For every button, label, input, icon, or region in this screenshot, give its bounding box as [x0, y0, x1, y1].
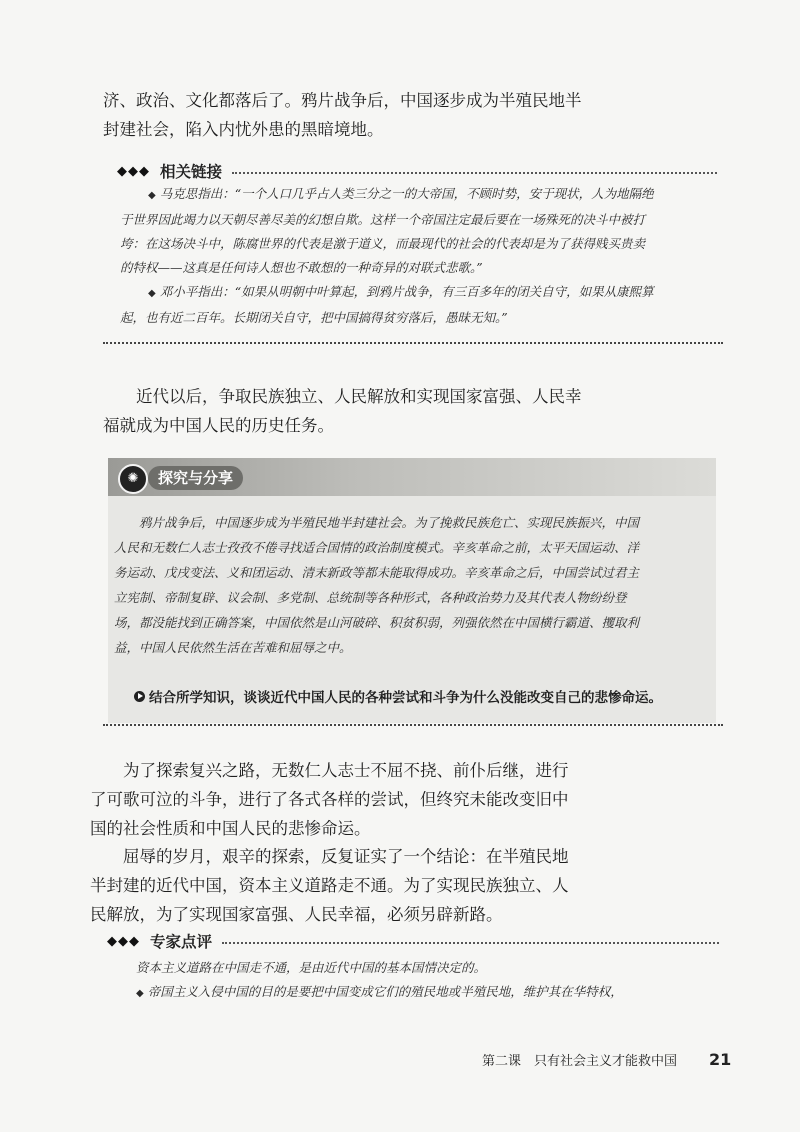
dotted-divider: [222, 942, 719, 944]
page-footer: [482, 1050, 731, 1069]
related-link-title: 相关链接: [160, 163, 223, 181]
task-line-1: 近代以后，争取民族独立、人民解放和实现国家富强、人民幸: [136, 387, 582, 406]
page-number: 21: [709, 1050, 732, 1069]
explore-prompt-text: 结合所学知识，谈谈近代中国人民的各种尝试和斗争为什么没能改变自己的悲惨命运。: [149, 690, 662, 706]
explore-text: [114, 510, 704, 660]
conclusion-line-1: 屈辱的岁月，艰辛的探索，反复证实了一个结论：在半殖民地: [123, 847, 569, 866]
deng-quote: [120, 280, 740, 330]
bullet-icon: ◆: [148, 288, 156, 299]
related-link-heading: [117, 160, 717, 182]
lesson-title: 第二课 只有社会主义才能救中国: [482, 1054, 678, 1069]
exploration-line-2: 了可歌可泣的斗争，进行了各式各样的尝试，但终究未能改变旧中: [90, 790, 569, 809]
expert-comment-heading: [107, 930, 719, 952]
explore-prompt: [134, 686, 662, 706]
expert-comment-text: [136, 956, 736, 1006]
marx-quote-line-3: 垮：在这场决斗中，陈腐世界的代表是激于道义，而最现代的社会的代表却是为了获得贱买贵卖: [120, 236, 646, 251]
explore-line-2: 人民和无数仁人志士孜孜不倦寻找适合国情的政治制度模式。辛亥革命之前，太平天国运动、洋: [114, 540, 640, 555]
explore-line-6: 益，中国人民依然生活在苦难和屈辱之中。: [114, 640, 352, 655]
task-line-2: 福就成为中国人民的历史任务。: [103, 416, 334, 435]
marx-quote: [120, 182, 740, 280]
intro-paragraph: [103, 86, 703, 144]
play-icon: [134, 691, 145, 702]
explore-share-box: [108, 458, 716, 723]
exploration-line-3: 国的社会性质和中国人民的悲惨命运。: [90, 819, 371, 838]
exploration-paragraph: [90, 756, 690, 843]
explore-line-5: 场，都没能找到正确答案，中国依然是山河破碎、积贫积弱，列强依然在中国横行霸道、攫取利: [114, 615, 640, 630]
task-paragraph: [103, 382, 703, 440]
explore-line-1: 鸦片战争后，中国逐步成为半殖民地半封建社会。为了挽救民族危亡、实现民族振兴，中国: [139, 515, 640, 530]
explore-line-4: 立宪制、帝制复辟、议会制、多党制、总统制等各种形式，各种政治势力及其代表人物纷纷登: [114, 590, 627, 605]
marx-quote-line-1: ◆ 马克思指出：“一个人口几乎占人类三分之一的大帝国，不顾时势，安于现状，人为地隔绝: [148, 186, 654, 201]
diamonds-icon: ◆◆◆: [107, 933, 140, 949]
expert-line-2: ◆ 帝国主义入侵中国的目的是要把中国变成它们的殖民地或半殖民地，维护其在华特权，: [136, 984, 623, 999]
explore-title: 探究与分享: [148, 466, 243, 490]
conclusion-line-2: 半封建的近代中国，资本主义道路走不通。为了实现民族独立、人: [90, 876, 569, 895]
bullet-icon: ◆: [148, 190, 156, 201]
dotted-divider: [232, 172, 717, 174]
dotted-divider: [103, 342, 723, 344]
conclusion-paragraph: [90, 842, 690, 929]
conclusion-line-3: 民解放，为了实现国家富强、人民幸福，必须另辟新路。: [90, 905, 503, 924]
expert-comment-title: 专家点评: [150, 933, 213, 951]
marx-quote-line-4: 的特权——这真是任何诗人想也不敢想的一种奇异的对联式悲歌。”: [120, 260, 483, 275]
marx-quote-line-2: 于世界因此竭力以天朝尽善尽美的幻想自欺。这样一个帝国注定最后要在一场殊死的决斗中被打: [120, 212, 646, 227]
expert-line-1: 资本主义道路在中国走不通，是由近代中国的基本国情决定的。: [136, 960, 487, 975]
film-reel-icon: ✺: [118, 464, 148, 494]
bullet-icon: ◆: [136, 988, 144, 999]
intro-line-2: 封建社会，陷入内忧外患的黑暗境地。: [103, 120, 384, 139]
deng-quote-line-1: ◆ 邓小平指出：“如果从明朝中叶算起，到鸦片战争，有三百多年的闭关自守，如果从康熙算: [148, 284, 654, 299]
diamonds-icon: ◆◆◆: [117, 163, 150, 179]
exploration-line-1: 为了探索复兴之路，无数仁人志士不屈不挠、前仆后继，进行: [123, 761, 569, 780]
intro-line-1: 济、政治、文化都落后了。鸦片战争后，中国逐步成为半殖民地半: [103, 91, 582, 110]
dotted-divider: [103, 724, 723, 726]
explore-line-3: 务运动、戊戌变法、义和团运动、清末新政等都未能取得成功。辛亥革命之后，中国尝试过君主: [114, 565, 640, 580]
deng-quote-line-2: 起，也有近二百年。长期闭关自守，把中国搞得贫穷落后，愚昧无知。”: [120, 310, 508, 325]
